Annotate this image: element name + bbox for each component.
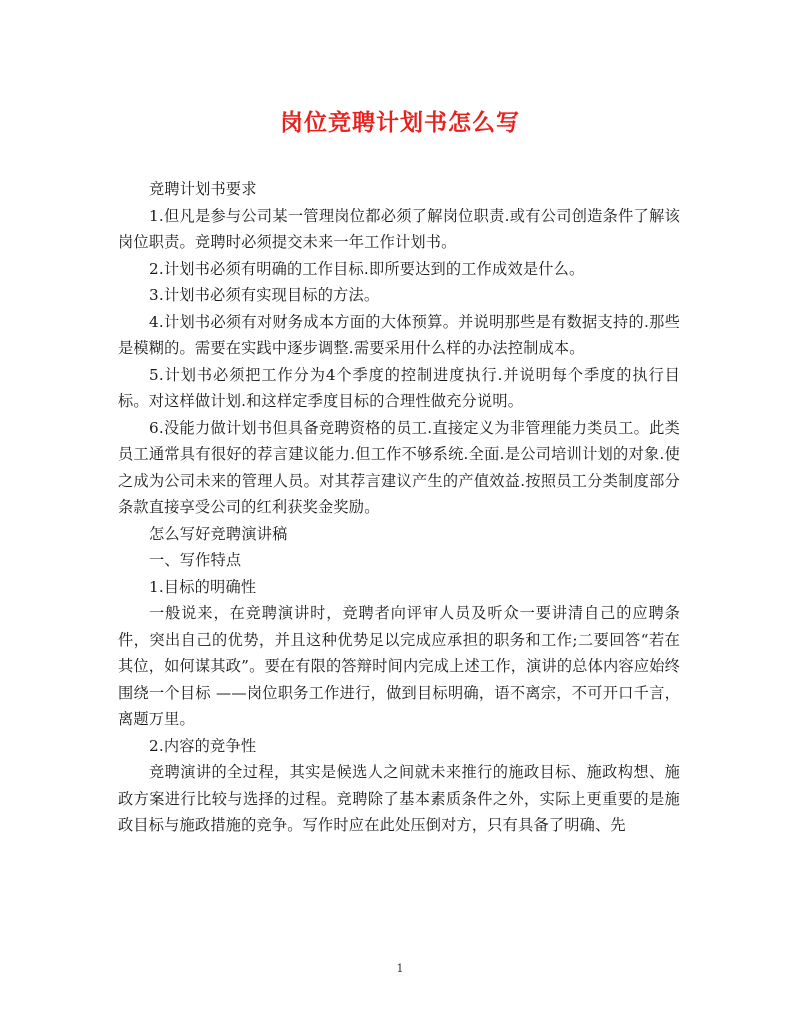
paragraph-clarity: 一般说来，在竞聘演讲时，竞聘者向评审人员及听众一要讲清自己的应聘条件，突出自己的优势，并且这种优势足以完成应承担的职务和工作;二要回答“若在其位，如何谋其政”。要在有限的答辩时间内完成上述工作，演讲的总体内容应始终围绕一个目标 ——岗位职务工作进行，做到目标明确，语不离宗，不可开口千言，离题万里。 xyxy=(118,604,680,728)
page-number: 1 xyxy=(396,962,404,975)
requirement-item-6: 6.没能力做计划书但具备竞聘资格的员工.直接定义为非管理能力类员工。此类员工通常具有很好的荐言建议能力.但工作不够系统.全面.是公司培训计划的对象.使之成为公司未来的管理人员。对其荐言建议产生的产值效益.按照员工分类制度部分条款直接享受公司的红利获奖金奖励。 xyxy=(118,418,680,516)
section-heading-speech: 怎么写好竞聘演讲稿 xyxy=(149,524,288,543)
paragraph-competition: 竞聘演讲的全过程，其实是候选人之间就未来推行的施政目标、施政构想、施政方案进行比较与选择的过程。竞聘除了基本素质条件之外，实际上更重要的是施政目标与施政措施的竞争。写作时应在此处压倒对方，只有具备了明确、先 xyxy=(118,763,680,834)
requirement-item-3: 3.计划书必须有实现目标的方法。 xyxy=(149,286,380,304)
requirement-item-1: 1.但凡是参与公司某一管理岗位都必须了解岗位职责.或有公司创造条件了解该岗位职责。竞聘时必须提交未来一年工作计划书。 xyxy=(118,206,680,251)
point-heading-clarity: 1.目标的明确性 xyxy=(149,577,257,596)
subsection-heading-features: 一、写作特点 xyxy=(149,551,242,569)
document-body xyxy=(118,176,680,839)
section-heading-requirements: 竞聘计划书要求 xyxy=(149,180,257,198)
point-heading-competition: 2.内容的竞争性 xyxy=(149,736,257,755)
requirement-item-4: 4.计划书必须有对财务成本方面的大体预算。并说明那些是有数据支持的.那些是模糊的。需要在实践中逐步调整.需要采用什么样的办法控制成本。 xyxy=(118,312,680,357)
requirement-item-2: 2.计划书必须有明确的工作目标.即所要达到的工作成效是什么。 xyxy=(149,259,585,278)
document-title: 岗位竞聘计划书怎么写 xyxy=(280,109,520,136)
requirement-item-5: 5.计划书必须把工作分为4个季度的控制进度执行.并说明每个季度的执行目标。对这样做计划.和这样定季度目标的合理性做充分说明。 xyxy=(118,365,680,410)
